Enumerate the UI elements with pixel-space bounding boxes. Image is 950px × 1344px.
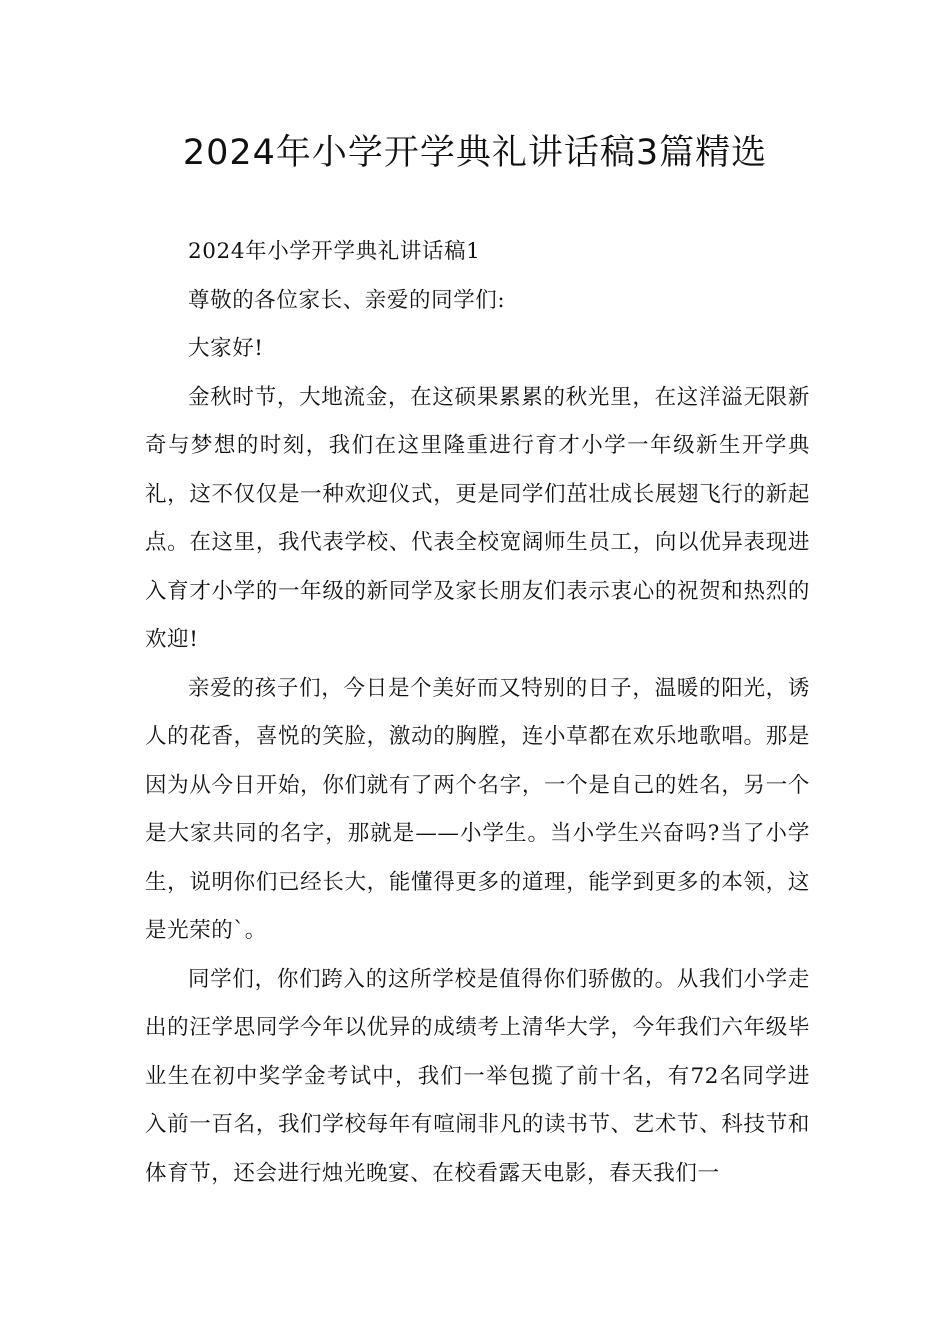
paragraph: 亲爱的孩子们，今日是个美好而又特别的日子，温暖的阳光，诱人的花香，喜悦的笑脸，激动的胸膛，连小草都在欢乐地歌唱。那是因为从今日开始，你们就有了两个名字，一个是自己的姓名，另一个是大家共同的名字，那就是——小学生。当小学生兴奋吗?当了小学生，说明你们已经长大，能懂得更多的道理，能学到更多的本领，这是光荣的`。	[145, 675, 810, 943]
document-title: 2024年小学开学典礼讲话稿3篇精选	[182, 133, 768, 173]
document-body	[145, 228, 810, 1198]
greeting: 大家好!	[188, 336, 264, 361]
paragraph: 同学们，你们跨入的这所学校是值得你们骄傲的。从我们小学走出的汪学思同学今年以优异的成绩考上清华大学，今年我们六年级毕业生在初中奖学金考试中，我们一举包揽了前十名，有72名同学进入前一百名，我们学校每年有喧闹非凡的读书节、艺术节、科技节和体育节，还会进行烛光晚宴、在校看露天电影，春天我们一	[145, 966, 810, 1186]
salutation: 尊敬的各位家长、亲爱的同学们:	[188, 287, 506, 313]
paragraph: 金秋时节，大地流金，在这硕果累累的秋光里，在这洋溢无限新奇与梦想的时刻，我们在这里隆重进行育才小学一年级新生开学典礼，这不仅仅是一种欢迎仪式，更是同学们茁壮成长展翅飞行的新起点。在这里，我代表学校、代表全校宽阔师生员工，向以优异表现进入育才小学的一年级的新同学及家长朋友们表示衷心的祝贺和热烈的欢迎!	[145, 384, 810, 652]
section-heading: 2024年小学开学典礼讲话稿1	[188, 239, 481, 264]
